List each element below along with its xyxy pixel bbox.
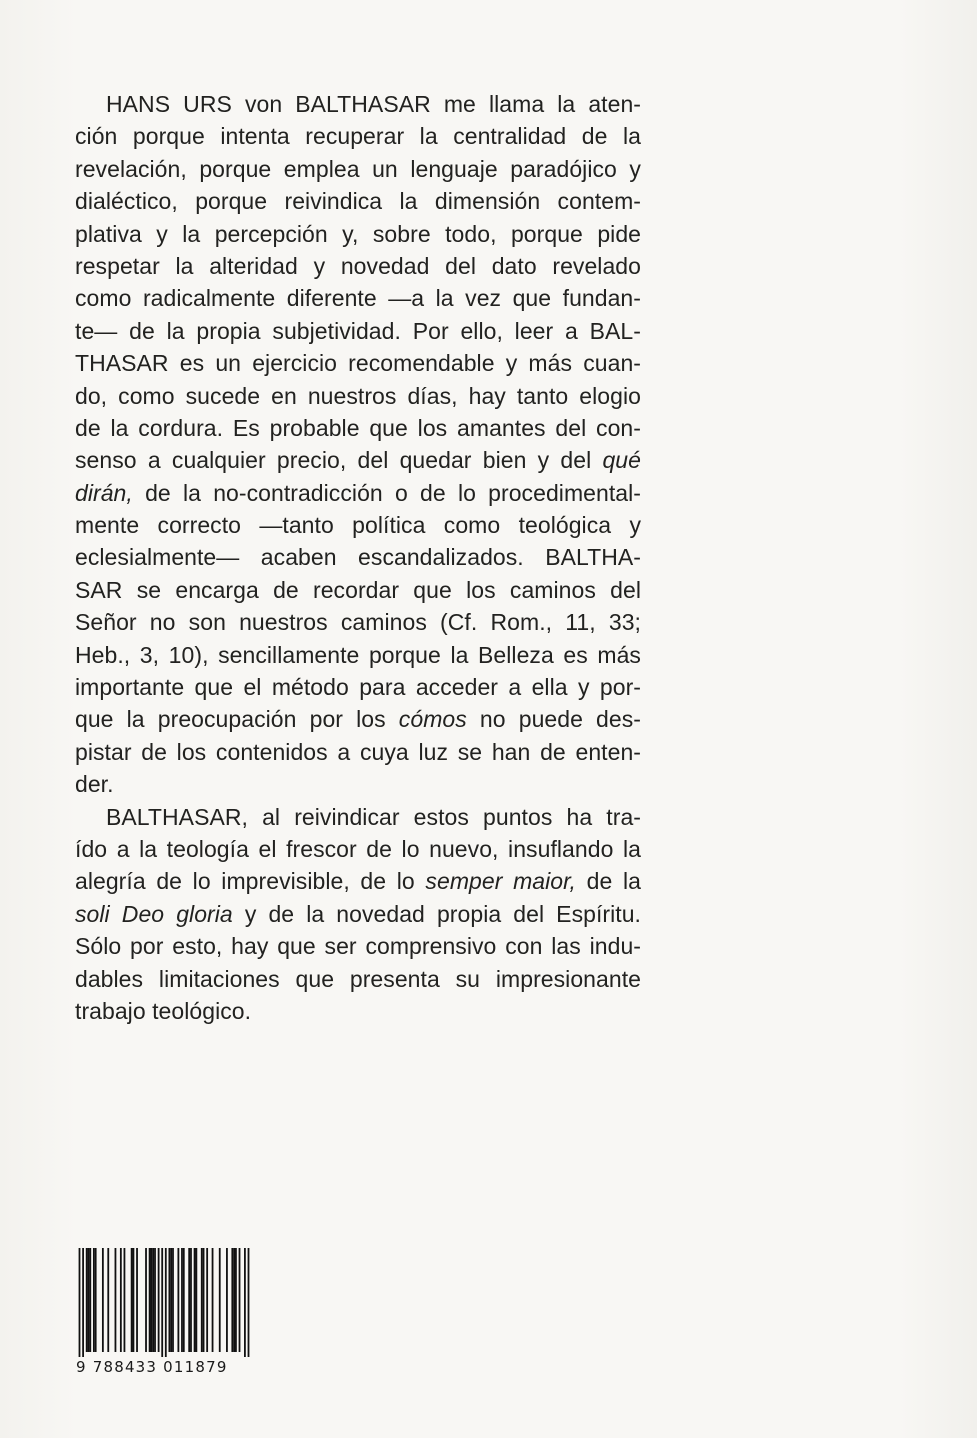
isbn-number: 9 788433 011879 <box>76 1357 252 1376</box>
barcode-bar <box>88 1248 90 1352</box>
text-line: SAR se encarga de recordar que los caminos del <box>75 576 641 603</box>
barcode-bar <box>131 1248 133 1352</box>
text-line: THASAR es un ejercicio recomendable y más cuan- <box>75 350 641 377</box>
text-line: mente correcto —tanto política como teológica y <box>75 512 641 539</box>
barcode-bar <box>145 1248 147 1352</box>
barcode-bar <box>170 1248 172 1352</box>
text-line: HANS URS von BALTHASAR me llama la aten- <box>106 91 641 117</box>
barcode-bar <box>165 1248 167 1360</box>
blurb-text <box>75 88 641 1027</box>
barcode-bar <box>172 1248 174 1352</box>
text-line: que la preocupación por los cómos no puede des- <box>75 706 642 733</box>
barcode-bar <box>212 1248 214 1352</box>
barcode-bar <box>124 1248 126 1352</box>
text-line: soli Deo gloria y de la novedad propia del Espíritu. <box>75 900 641 927</box>
text-line: senso a cualquier precio, del quedar bien y del qué <box>75 447 641 474</box>
barcode-bar <box>93 1248 95 1352</box>
barcode-bar <box>231 1248 233 1352</box>
barcode-bar <box>120 1248 122 1352</box>
barcode-bar <box>95 1248 97 1352</box>
barcode-bar <box>206 1248 208 1352</box>
text-line: do, como sucede en nuestros días, hay tanto elogio <box>75 382 641 409</box>
barcode-bar <box>133 1248 135 1352</box>
text-line: dables limitaciones que presenta su impresionante <box>75 965 641 992</box>
barcode-bar <box>244 1248 246 1360</box>
text-line: te— de la propia subjetividad. Por ello, leer a BAL- <box>75 317 641 344</box>
barcode-bar <box>168 1248 170 1352</box>
barcode-bar <box>239 1248 241 1352</box>
text-line: dialéctico, porque reivindica la dimensión contem- <box>75 188 641 215</box>
barcode-bar <box>136 1248 138 1352</box>
barcode-bar <box>149 1248 151 1352</box>
text-line: ído a la teología el frescor de lo nuevo, insuflando la <box>75 835 641 862</box>
barcode-bar <box>177 1248 179 1352</box>
text-line: plativa y la percepción y, sobre todo, porque pide <box>75 220 641 247</box>
barcode-bar <box>181 1248 183 1352</box>
text-line: Sólo por esto, hay que ser comprensivo con las indu- <box>75 933 641 960</box>
barcode-bar <box>201 1248 203 1352</box>
text-line: de la cordura. Es probable que los amantes del con- <box>75 414 641 441</box>
text-line: dirán, de la no-contradicción o de lo procedimental- <box>75 479 641 506</box>
barcode-bar <box>102 1248 104 1352</box>
text-line: eclesialmente— acaben escandalizados. BALTHA- <box>75 544 641 571</box>
barcode-bar <box>183 1248 185 1352</box>
text-line: BALTHASAR, al reivindicar estos puntos ha tra- <box>106 803 641 830</box>
text-line: Heb., 3, 10), sencillamente porque la Belleza es más <box>75 641 641 668</box>
italic-phrase: qué <box>602 447 641 474</box>
barcode-bar <box>233 1248 235 1352</box>
barcode-bar <box>161 1248 163 1360</box>
text-line: revelación, porque emplea un lenguaje paradójico y <box>75 155 641 182</box>
italic-phrase: dirán, <box>75 479 133 506</box>
barcode-bar <box>194 1248 196 1352</box>
barcode-bar <box>151 1248 153 1352</box>
barcode-bar <box>152 1248 154 1352</box>
barcode-bar <box>195 1248 197 1352</box>
text-line: der. <box>75 771 114 798</box>
barcode-bars <box>75 1248 253 1360</box>
barcode-bar <box>235 1248 237 1352</box>
barcode-bar <box>190 1248 192 1352</box>
barcode-bar <box>248 1248 250 1360</box>
italic-phrase: cómos <box>398 706 467 733</box>
barcode-bar <box>86 1248 88 1352</box>
barcode-bar <box>219 1248 221 1352</box>
barcode-bar <box>89 1248 91 1352</box>
barcode-bar <box>79 1248 81 1360</box>
text-line: alegría de lo imprevisible, de lo semper maior, de la <box>75 868 641 895</box>
barcode-bar <box>115 1248 117 1352</box>
text-line: trabajo teológico. <box>75 997 252 1024</box>
barcode-bar <box>107 1248 109 1352</box>
text-line: importante que el método para acceder a ella y por- <box>75 674 641 701</box>
barcode-bar <box>203 1248 205 1352</box>
barcode-bar <box>82 1248 84 1360</box>
italic-phrase: semper maior, <box>425 868 576 895</box>
text-line: respetar la alteridad y novedad del dato revelado <box>75 252 641 279</box>
barcode-bar <box>226 1248 228 1352</box>
barcode-bar <box>154 1248 156 1352</box>
text-line: pistar de los contenidos a cuya luz se han de enten- <box>75 738 641 765</box>
barcode-bar <box>188 1248 190 1352</box>
italic-phrase: soli Deo gloria <box>75 900 233 927</box>
text-line: como radicalmente diferente —a la vez que fundan- <box>75 285 641 312</box>
text-line: ción porque intenta recuperar la centralidad de la <box>75 123 641 150</box>
barcode-bar <box>158 1248 160 1352</box>
text-line: Señor no son nuestros caminos (Cf. Rom., 11, 33; <box>75 609 641 636</box>
